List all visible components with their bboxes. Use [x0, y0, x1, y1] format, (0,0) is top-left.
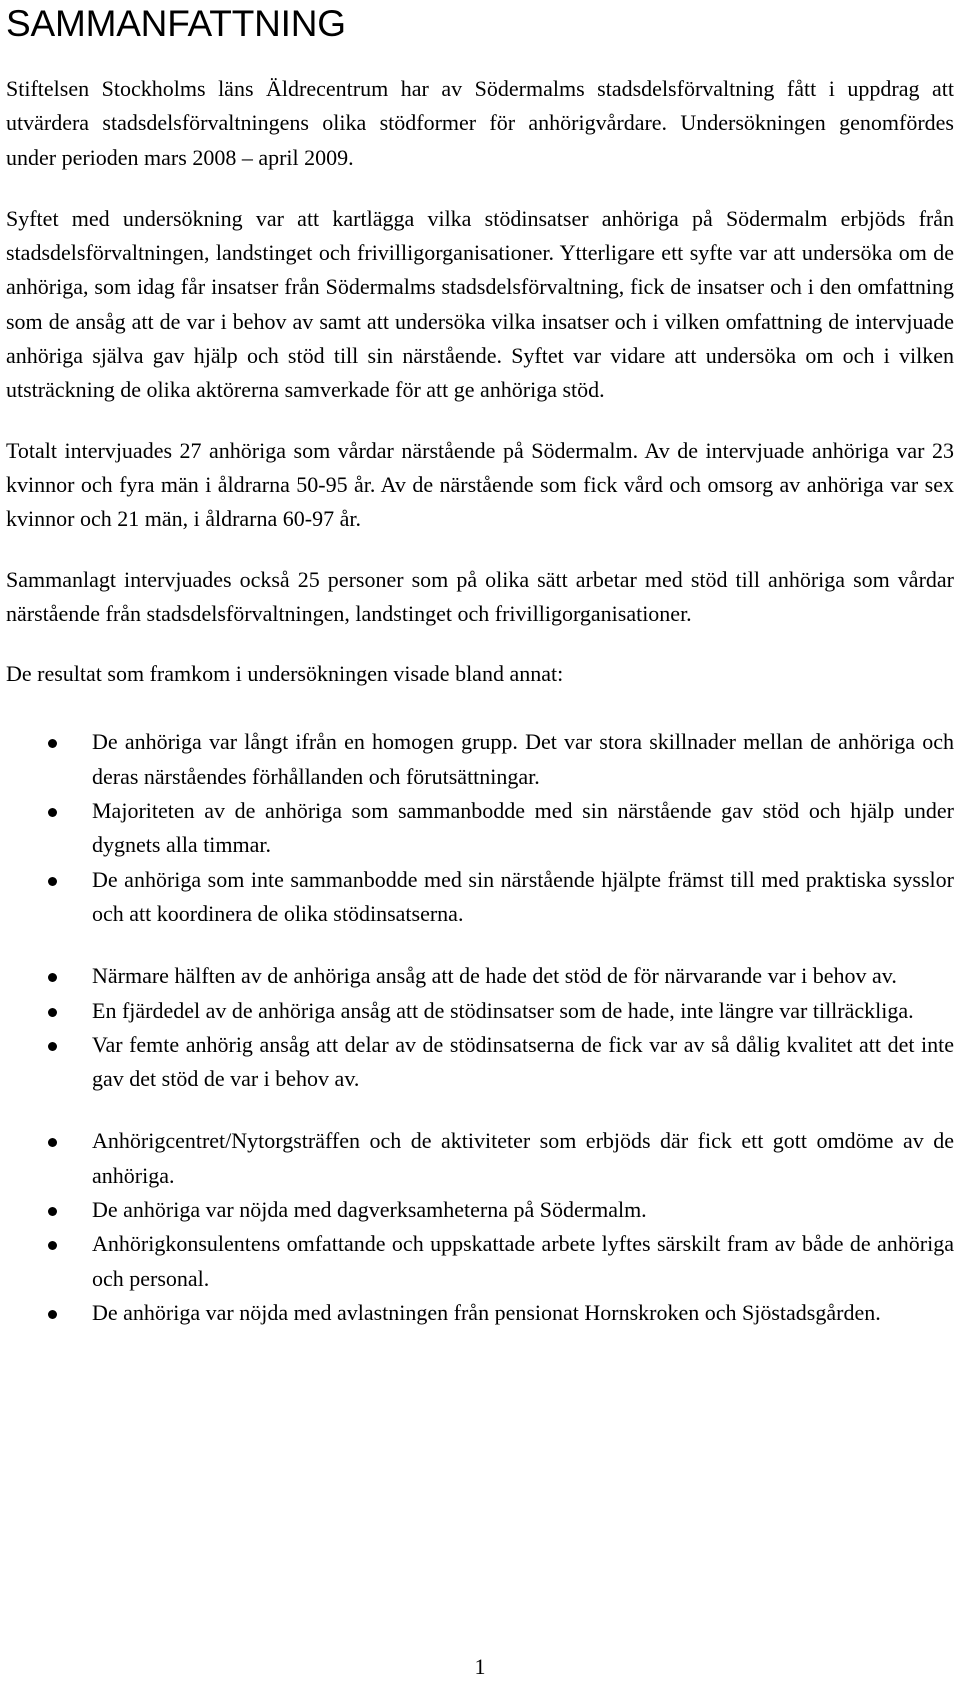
paragraph-staff: Sammanlagt intervjuades också 25 personer som på olika sätt arbetar med stöd till anhöriga som vårdar närstående från stadsdelsförvaltningen, landstinget och frivilligorganisationer.	[6, 566, 954, 626]
bullet-icon	[48, 1241, 57, 1250]
bullet-icon	[48, 877, 57, 886]
paragraph-interviewees: Totalt intervjuades 27 anhöriga som vårdar närstående på Södermalm. Av de intervjuade anhöriga var 23 kvinnor och fyra män i åldrarna 50-95 år. Av de närstående som fick vård och omsorg av anhöriga var sex kvinnor och 21 män, i åldrarna 60-97 år.	[6, 437, 954, 532]
list-item: De anhöriga som inte sammanbodde med sin närstående hjälpte främst till med praktiska sysslor och att koordinera de olika stödinsatserna.	[6, 863, 954, 932]
bullet-icon	[48, 808, 57, 817]
results-list-3	[6, 1124, 954, 1330]
document-page	[6, 0, 954, 1330]
list-item: De anhöriga var långt ifrån en homogen grupp. Det var stora skillnader mellan de anhöriga och deras närståendes förhållanden och förutsättningar.	[6, 725, 954, 794]
paragraph-purpose: Syftet med undersökning var att kartlägga vilka stödinsatser anhöriga på Södermalm erbjöds från stadsdelsförvaltningen, landstinget och frivilligorganisationer. Ytterligare ett syfte var att undersöka om de anhöriga, som idag får insatser från Södermalms stadsdelsförvaltning, fick de insatser och i den omfattning som de ansåg att de var i behov av samt att undersöka vilka insatser och i vilken omfattning de intervjuade anhöriga själva gav hjälp och stöd till sin närstående. Syftet var vidare att undersöka om och i vilken utsträckning de olika aktörerna samverkade för att ge anhöriga stöd.	[6, 205, 954, 403]
list-item: Anhörigcentret/Nytorgsträffen och de aktiviteter som erbjöds där fick ett gott omdöme av de anhöriga.	[6, 1124, 954, 1193]
list-item: Anhörigkonsulentens omfattande och uppskattade arbete lyftes särskilt fram av både de anhöriga och personal.	[6, 1227, 954, 1296]
list-item: Närmare hälften av de anhöriga ansåg att de hade det stöd de för närvarande var i behov av.	[6, 959, 954, 993]
bullet-icon	[48, 973, 57, 982]
bullet-icon	[48, 739, 57, 748]
bullet-icon	[48, 1207, 57, 1216]
results-list-2	[6, 959, 954, 1096]
page-number: 1	[474, 1654, 486, 1679]
list-item: De anhöriga var nöjda med avlastningen från pensionat Hornskroken och Sjöstadsgården.	[6, 1296, 954, 1330]
list-item: En fjärdedel av de anhöriga ansåg att de stödinsatser som de hade, inte längre var tillräckliga.	[6, 994, 954, 1028]
bullet-icon	[48, 1138, 57, 1147]
paragraph-results-intro: De resultat som framkom i undersökningen visade bland annat:	[6, 661, 564, 687]
bullet-icon	[48, 1008, 57, 1017]
bullet-icon	[48, 1042, 57, 1051]
bullet-icon	[48, 1310, 57, 1319]
page-title: SAMMANFATTNING	[6, 3, 346, 44]
results-list-1	[6, 725, 954, 931]
list-item: Var femte anhörig ansåg att delar av de stödinsatserna de fick var av så dålig kvalitet att det inte gav det stöd de var i behov av.	[6, 1028, 954, 1097]
paragraph-intro: Stiftelsen Stockholms läns Äldrecentrum har av Södermalms stadsdelsförvaltning fått i uppdrag att utvärdera stadsdelsförvaltningens olika stödformer för anhörigvårdare. Undersökningen genomfördes under perioden mars 2008 – april 2009.	[6, 76, 954, 170]
list-item: Majoriteten av de anhöriga som sammanbodde med sin närstående gav stöd och hjälp under dygnets alla timmar.	[6, 794, 954, 863]
list-item: De anhöriga var nöjda med dagverksamheterna på Södermalm.	[6, 1193, 954, 1227]
